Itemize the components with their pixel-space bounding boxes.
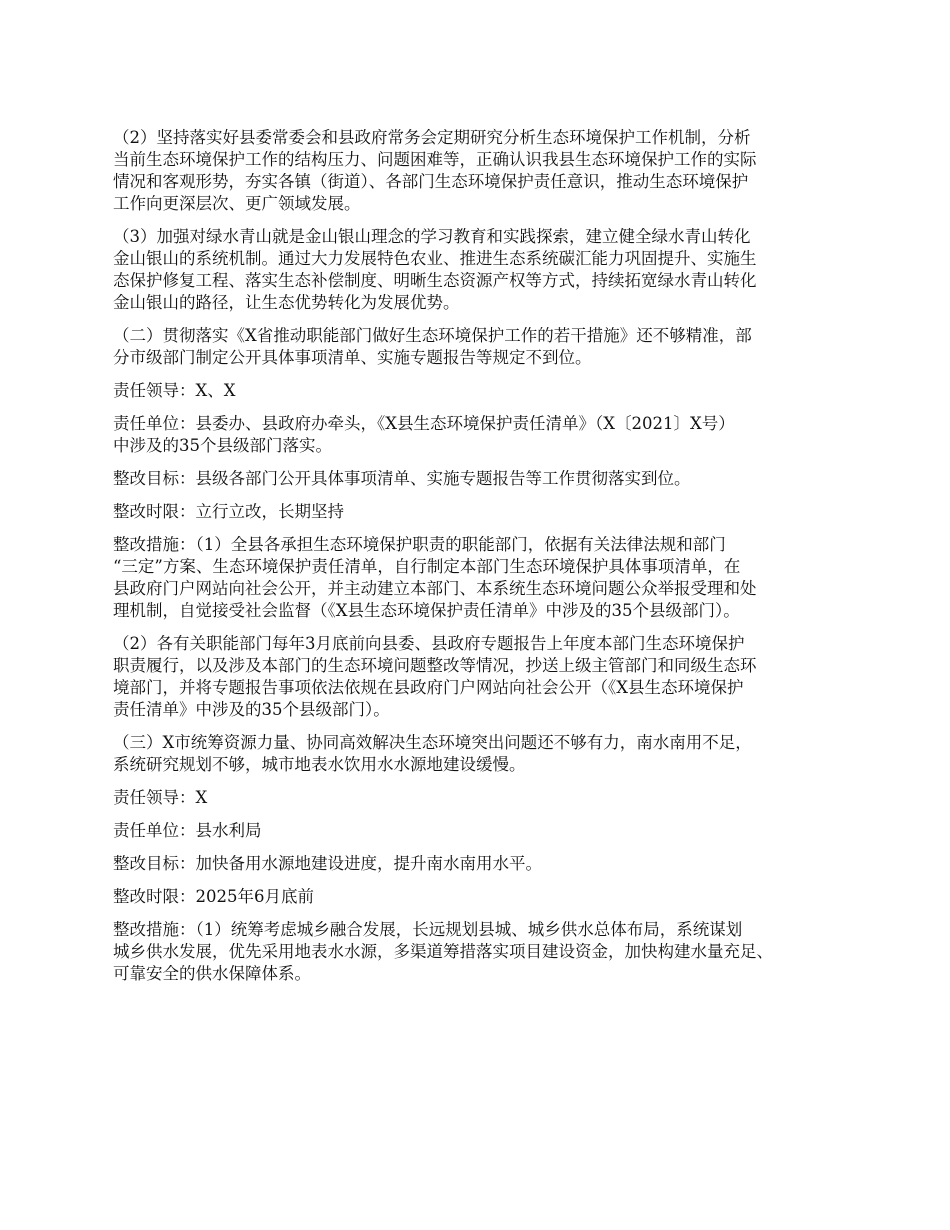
responsible-leader [113,787,851,809]
text-line: 整改时限：立行立改，长期坚持 [113,502,344,521]
text-line: 金山银山的系统机制。通过大力发展特色农业、推进生态系统碳汇能力巩固提升、实施生 [113,249,757,268]
document-page [113,127,851,996]
text-line: 中涉及的35个县级部门落实。 [113,436,332,455]
responsible-unit [113,413,851,457]
text-line: 整改时限：2025年6月底前 [113,887,314,906]
paragraph-1 [113,127,851,215]
text-line: （二）贯彻落实《X省推动职能部门做好生态环境保护工作的若干措施》还不够精准，部 [113,326,752,345]
text-line: （2）各有关职能部门每年3月底前向县委、县政府专题报告上年度本部门生态环境保护 [113,634,745,653]
text-line: （2）坚持落实好县委常委会和县政府常务会定期研究分析生态环境保护工作机制，分析 [113,128,751,147]
rectification-goal [113,853,851,875]
text-line: “三定”方案、生态环境保护责任清单，自行制定本部门生态环境保护具体事项清单，在 [113,557,741,576]
text-line: 整改措施：（1）全县各承担生态环境保护职责的职能部门，依据有关法律法规和部门 [113,535,726,554]
text-line: 工作向更深层次、更广领域发展。 [113,194,361,213]
text-line: 金山银山的路径，让生态优势转化为发展优势。 [113,293,460,312]
text-line: 整改目标：加快备用水源地建设进度，提升南水南用水平。 [113,854,542,873]
text-line: 责任清单》中涉及的35个县级部门）。 [113,700,390,719]
text-line: 理机制，自觉接受社会监督（《X县生态环境保护责任清单》中涉及的35个县级部门）。 [113,601,740,620]
text-line: 责任单位：县委办、县政府办牵头，《X县生态环境保护责任清单》（X〔2021〕X号） [113,414,735,433]
section-heading-3 [113,732,851,776]
rectification-measures [113,534,851,622]
text-line: 责任领导：X [113,788,208,807]
text-line: 城乡供水发展，优先采用地表水水源，多渠道筹措落实项目建设资金，加快构建水量充足、 [113,942,773,961]
text-line: 境部门，并将专题报告事项依法依规在县政府门户网站向社会公开（《X县生态环境保护 [113,678,744,697]
paragraph-2 [113,226,851,314]
text-line: 可靠安全的供水保障体系。 [113,964,311,983]
text-line: 态保护修复工程、落实生态补偿制度、明晰生态资源产权等方式，持续拓宽绿水青山转化 [113,271,757,290]
rectification-goal [113,468,851,490]
text-line: 整改目标：县级各部门公开具体事项清单、实施专题报告等工作贯彻落实到位。 [113,469,691,488]
text-line: 县政府门户网站向社会公开，并主动建立本部门、本系统生态环境问题公众举报受理和处 [113,579,757,598]
responsible-leader [113,380,851,402]
rectification-deadline [113,501,851,523]
text-line: （3）加强对绿水青山就是金山银山理念的学习教育和实践探索，建立健全绿水青山转化 [113,227,751,246]
text-line: 职责履行，以及涉及本部门的生态环境问题整改等情况，抄送上级主管部门和同级生态环 [113,656,757,675]
text-line: 情况和客观形势，夯实各镇（街道）、各部门生态环境保护责任意识，推动生态环境保护 [113,172,749,191]
text-line: 当前生态环境保护工作的结构压力、问题困难等，正确认识我县生态环境保护工作的实际 [113,150,757,169]
rectification-measures [113,919,851,985]
text-line: 系统研究规划不够，城市地表水饮用水水源地建设缓慢。 [113,755,526,774]
rectification-measures-2 [113,633,851,721]
text-line: （三）X市统筹资源力量、协同高效解决生态环境突出问题还不够有力，南水南用不足， [113,733,752,752]
rectification-deadline [113,886,851,908]
text-line: 分市级部门制定公开具体事项清单、实施专题报告等规定不到位。 [113,348,592,367]
responsible-unit [113,820,851,842]
text-line: 整改措施：（1）统筹考虑城乡融合发展，长远规划县城、城乡供水总体布局，系统谋划 [113,920,743,939]
text-line: 责任单位：县水利局 [113,821,262,840]
text-line: 责任领导：X、X [113,381,236,400]
section-heading-2 [113,325,851,369]
